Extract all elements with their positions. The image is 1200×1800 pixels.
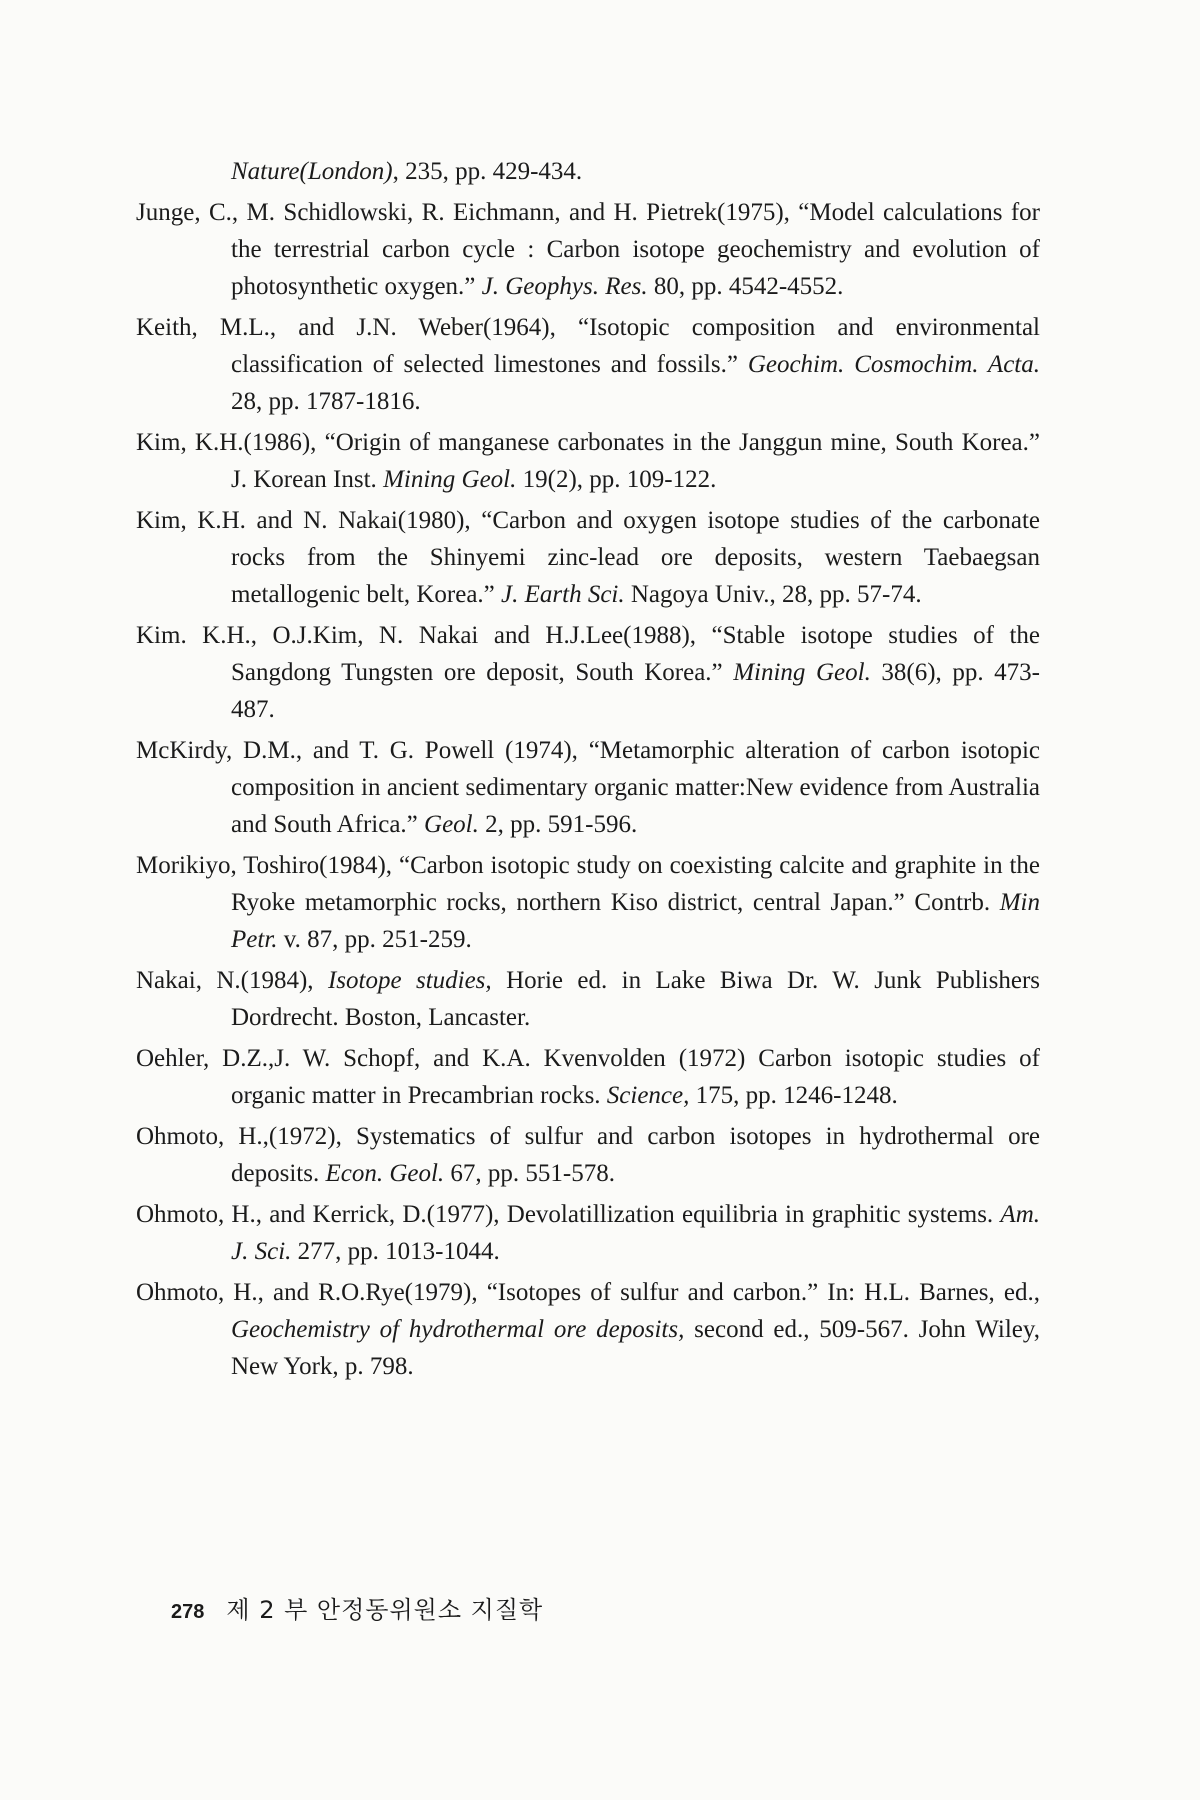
reference-journal: Isotope studies,	[327, 967, 492, 994]
reference-details: v. 87, pp. 251-259.	[277, 926, 472, 953]
reference-entry-continuation	[136, 153, 1040, 190]
reference-entry	[136, 847, 1040, 958]
reference-entry	[136, 309, 1040, 420]
reference-title: Carbon isotopic studies of organic matter in Precambrian rocks.	[231, 1045, 1041, 1109]
reference-title: “Isotopic composition and environmental classification of selected limestones and fossils.”	[231, 314, 1040, 378]
reference-title: “Isotopes of sulfur and carbon.” In: H.L. Barnes, ed.,	[486, 1279, 1040, 1306]
page-footer	[171, 1590, 543, 1630]
reference-journal: Am. J. Sci.	[231, 1201, 1040, 1265]
reference-journal: Mining Geol.	[733, 659, 871, 686]
reference-entry	[136, 194, 1040, 305]
reference-details: Nagoya Univ., 28, pp. 57-74.	[624, 581, 922, 608]
reference-details: 175, pp. 1246-1248.	[689, 1082, 898, 1109]
running-title: 제 2 부 안정동위원소 지질학	[226, 1596, 544, 1624]
reference-author: Nakai, N.(1984),	[136, 967, 328, 994]
reference-title: Devolatillization equilibria in graphitic systems.	[506, 1201, 1001, 1228]
reference-author: McKirdy, D.M., and T. G. Powell (1974),	[136, 737, 589, 764]
reference-author: Oehler, D.Z.,J. W. Schopf, and K.A. Kvenvolden (1972)	[136, 1045, 759, 1072]
reference-entry	[136, 962, 1040, 1036]
reference-details: 67, pp. 551-578.	[444, 1160, 615, 1187]
reference-journal: Geol.	[424, 811, 479, 838]
reference-entry	[136, 424, 1040, 498]
reference-details: 38(6), pp. 473-487.	[231, 659, 1040, 723]
reference-details: 80, pp. 4542-4552.	[647, 273, 844, 300]
reference-details: 277, pp. 1013-1044.	[291, 1238, 500, 1265]
reference-journal: Min Petr.	[231, 889, 1040, 953]
reference-entry	[136, 1274, 1040, 1385]
reference-title: “Model calculations for the terrestrial carbon cycle : Carbon isotope geochemistry and evolution of photosynthetic oxygen.”	[231, 199, 1040, 300]
reference-journal: Nature(London)	[231, 158, 393, 185]
reference-journal: Geochemistry of hydrothermal ore deposits,	[231, 1316, 685, 1343]
reference-details: 19(2), pp. 109-122.	[516, 466, 717, 493]
reference-details: , 235, pp. 429-434.	[392, 158, 583, 185]
reference-author: Kim, K.H.(1986),	[136, 429, 325, 456]
reference-journal: J. Earth Sci.	[501, 581, 625, 608]
page-number: 278	[171, 1601, 205, 1623]
reference-entry	[136, 1196, 1040, 1270]
reference-entry	[136, 1118, 1040, 1192]
reference-details: 28, pp. 1787-1816.	[231, 388, 421, 415]
reference-title: “Carbon isotopic study on coexisting calcite and graphite in the Ryoke metamorphic rocks, northern Kiso district, central Japan.” Contrb.	[231, 852, 1041, 916]
reference-journal: Science,	[606, 1082, 690, 1109]
reference-entry	[136, 617, 1040, 728]
reference-journal: Geochim. Cosmochim. Acta.	[747, 351, 1040, 378]
reference-title: “Stable isotope studies of the Sangdong Tungsten ore deposit, South Korea.”	[231, 622, 1040, 686]
reference-details: Horie ed. in Lake Biwa Dr. W. Junk Publishers Dordrecht. Boston, Lancaster.	[231, 967, 1041, 1031]
reference-author: Ohmoto, H., and Kerrick, D.(1977),	[136, 1201, 507, 1228]
reference-journal: Mining Geol.	[383, 466, 517, 493]
reference-author: Junge, C., M. Schidlowski, R. Eichmann, and H. Pietrek(1975),	[136, 199, 799, 226]
reference-title: “Metamorphic alteration of carbon isotopic composition in ancient sedimentary organic matter:New evidence from Australia and South Africa.”	[231, 737, 1040, 838]
reference-title: “Origin of manganese carbonates in the Janggun mine, South Korea.” J. Korean Inst.	[231, 429, 1040, 493]
reference-author: Kim, K.H. and N. Nakai(1980),	[136, 507, 482, 534]
reference-entry	[136, 732, 1040, 843]
reference-author: Kim. K.H., O.J.Kim, N. Nakai and H.J.Lee(1988),	[136, 622, 712, 649]
reference-details: 2, pp. 591-596.	[478, 811, 638, 838]
reference-author: Ohmoto, H., and R.O.Rye(1979),	[136, 1279, 487, 1306]
reference-title: “Carbon and oxygen isotope studies of the carbonate rocks from the Shinyemi zinc-lead ore deposits, western Taebaegsan metallogenic belt, Korea.”	[231, 507, 1040, 608]
reference-list	[136, 153, 1040, 1389]
reference-entry	[136, 1040, 1040, 1114]
reference-author: Morikiyo, Toshiro(1984),	[136, 852, 399, 879]
reference-author: Ohmoto, H.,(1972),	[136, 1123, 356, 1150]
reference-details: second ed., 509-567. John Wiley, New York, p. 798.	[231, 1316, 1040, 1380]
reference-journal: Econ. Geol.	[325, 1160, 445, 1187]
reference-entry	[136, 502, 1040, 613]
reference-journal: J. Geophys. Res.	[481, 273, 648, 300]
reference-title: Systematics of sulfur and carbon isotopes in hydrothermal ore deposits.	[231, 1123, 1040, 1187]
reference-author: Keith, M.L., and J.N. Weber(1964),	[136, 314, 578, 341]
